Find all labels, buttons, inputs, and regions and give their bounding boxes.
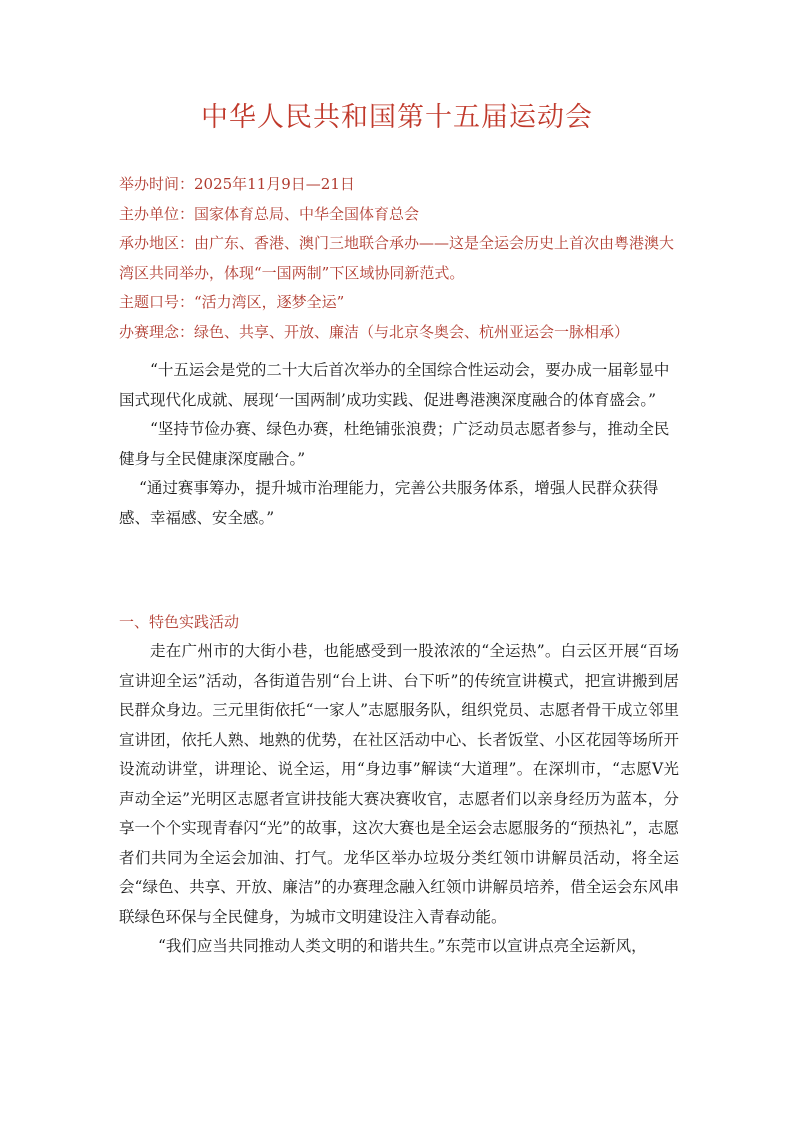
event-info [119, 170, 679, 347]
event-philosophy: 办赛理念：绿色、共享、开放、廉洁（与北京冬奥会、杭州亚运会一脉相承） [119, 322, 630, 341]
event-host-region: 承办地区：由广东、香港、澳门三地联合承办——这是全运会历史上首次由粤港澳大湾区共同举办，体现“一国两制”下区域协同新范式。 [119, 234, 675, 282]
section-body [119, 637, 679, 962]
quote-paragraph: “通过赛事筹办，提升城市治理能力，完善公共服务体系，增强人民群众获得感、幸福感、安全感。” [119, 479, 659, 527]
body-paragraph: “我们应当共同推动人类文明的和谐共生。”东莞市以宣讲点亮全运新风， [158, 937, 647, 955]
quote-paragraph: “十五运会是党的二十大后首次举办的全国综合性运动会，要办成一届彰显中国式现代化成就、展现‘一国两制’成功实践、促进粤港澳深度融合的体育盛会。” [119, 361, 670, 409]
event-slogan: 主题口号：“活力湾区，逐梦全运” [119, 293, 345, 311]
section-heading: 一、特色实践活动 [119, 613, 240, 631]
quote-paragraph: “坚持节俭办赛、绿色办赛，杜绝铺张浪费；广泛动员志愿者参与，推动全民健身与全民健康深度融合。” [119, 420, 670, 468]
event-organizer: 主办单位：国家体育总局、中华全国体育总会 [119, 204, 420, 223]
body-paragraph: 走在广州市的大街小巷，也能感受到一股浓浓的“全运热”。白云区开展“百场宣讲迎全运”活动，各街道告别“台上讲、台下听”的传统宣讲模式，把宣讲搬到居民群众身边。三元里街依托“一家人”志愿服务队，组织党员、志愿者骨干成立邻里宣讲团，依托人熟、地熟的优势，在社区活动中心、长者饭堂、小区花园等场所开设流动讲堂，讲理论、说全运，用“身边事”解读“大道理”。在深圳市，“志愿V光 声动全运”光明区志愿者宣讲技能大赛决赛收官，志愿者们以亲身经历为蓝本，分享一个个实现青春闪“光”的故事，这次大赛也是全运会志愿服务的“预热礼”，志愿者们共同为全运会加油、打气。龙华区举办垃圾分类红领巾讲解员活动，将全运会“绿色、共享、开放、廉洁”的办赛理念融入红领巾讲解员培养，借全运会东风串联绿色环保与全民健身，为城市文明建设注入青春动能。 [119, 642, 679, 926]
event-time: 举办时间：2025年11月9日—21日 [119, 175, 355, 193]
document-title: 中华人民共和国第十五届运动会 [201, 102, 593, 133]
quotes-block [119, 356, 679, 533]
